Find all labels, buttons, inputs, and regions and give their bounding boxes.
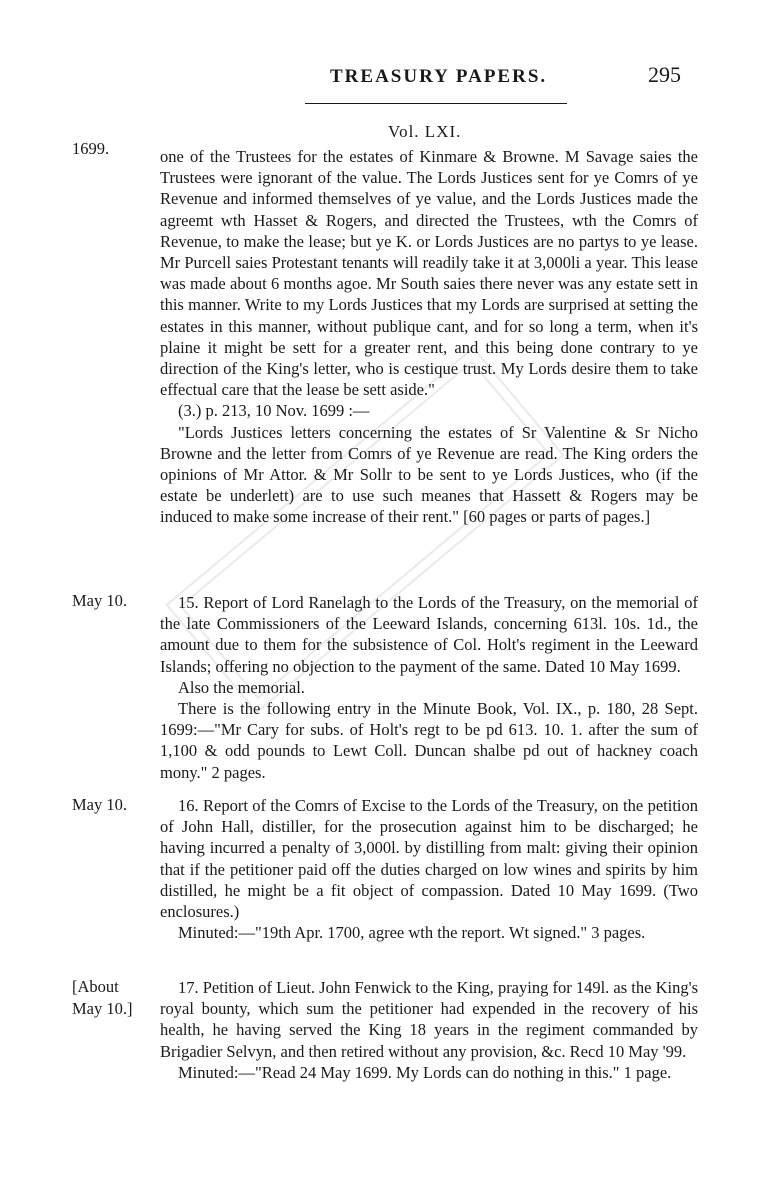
entry-16: [160, 795, 698, 943]
entry-16-text: 16. Report of the Comrs of Excise to the Lords of the Treasury, on the petition of John Hall, distiller, for the prosecution against him to be discharged; he having incurred a penalty of 3,000l. by distilling from malt: giving their opinion that if the petitioner paid off the duties charged on low wines and spirits by him distilled, he might be a fit object of compassion. Dated 10 May 1699. (Two enclosures.): [160, 796, 698, 922]
margin-date-16: May 10.: [72, 795, 127, 814]
entry-17-text: 17. Petition of Lieut. John Fenwick to the King, praying for 149l. as the King's royal bounty, which sum the petitioner had expended in the recovery of his health, he having served the King 18 years in the regiment commanded by Brigadier Selvyn, and then retired without any provision, &c. Recd 10 May '99.: [160, 978, 698, 1061]
margin-date-17a: [About: [72, 977, 119, 996]
header-rule: [305, 103, 567, 104]
body-text: [160, 146, 698, 528]
entry-15-minute: There is the following entry in the Minute Book, Vol. IX., p. 180, 28 Sept. 1699:—"Mr Cary for subs. of Holt's regt to be pd 613. 10. 1. after the sum of 1,100 & odd pounds to Lewt Coll. Duncan shalbe pd out of hackney coach mony." 2 pages.: [160, 699, 698, 782]
paragraph-continued: one of the Trustees for the estates of Kinmare & Browne. M Savage saies the Trustees were ignorant of the value. The Lords Justices sent for ye Comrs of ye Revenue and informed themselves of ye value, and the Lords Justices made the agreemt wth Hasset & Rogers, and directed the Trustees, wth the Comrs of Revenue, to make the lease; but ye K. or Lords Justices are no partys to ye lease. Mr Purcell saies Protestant tenants will readily take it at 3,000li a year. This lease was made about 6 months agoe. Mr South saies there never was any estate sett in this manner. Write to my Lords Justices that my Lords are surprised at setting the estates in this manner, without publique cant, and for so long a term, when it's plaine it might be sett for a greater rent, and this being done contrary to ye direction of the King's letter, who is cestique trust. My Lords desire them to take effectual care that the lease be sett aside.": [160, 147, 698, 400]
paragraph-reference: (3.) p. 213, 10 Nov. 1699 :—: [178, 401, 370, 421]
entry-17-minuted: Minuted:—"Read 24 May 1699. My Lords can do nothing in this." 1 page.: [178, 1062, 672, 1082]
entry-15-text: 15. Report of Lord Ranelagh to the Lords of the Treasury, on the memorial of the late Commissioners of the Leeward Islands, concerning 613l. 10s. 1d., the amount due to them for the subsistence of Col. Holt's regiment in the Leeward Islands; offering no objection to the payment of the same. Dated 10 May 1699.: [160, 593, 698, 676]
paragraph-quote: "Lords Justices letters concerning the estates of Sr Valentine & Sr Nicho Browne and the letter from Comrs of ye Revenue are read. The King orders the opinions of Mr Attor. & Mr Sollr to be sent to ye Lords Justices, who (if the estate be underlett) are to use such meanes that Hassett & Rogers may be induced to make some increase of their rent." [60 pages or parts of pages.]: [160, 422, 698, 527]
entry-16-minuted: Minuted:—"19th Apr. 1700, agree wth the report. Wt signed." 3 pages.: [178, 923, 646, 943]
entry-15: [160, 592, 698, 783]
margin-date-15: May 10.: [72, 591, 127, 610]
entry-15-memorial: Also the memorial.: [178, 677, 305, 697]
entry-17: [160, 977, 698, 1083]
volume-heading: Vol. LXI.: [388, 122, 462, 141]
running-title: TREASURY PAPERS.: [330, 66, 548, 87]
page-number: 295: [648, 62, 681, 87]
margin-year: 1699.: [72, 139, 110, 158]
margin-date-17b: May 10.]: [72, 999, 133, 1018]
